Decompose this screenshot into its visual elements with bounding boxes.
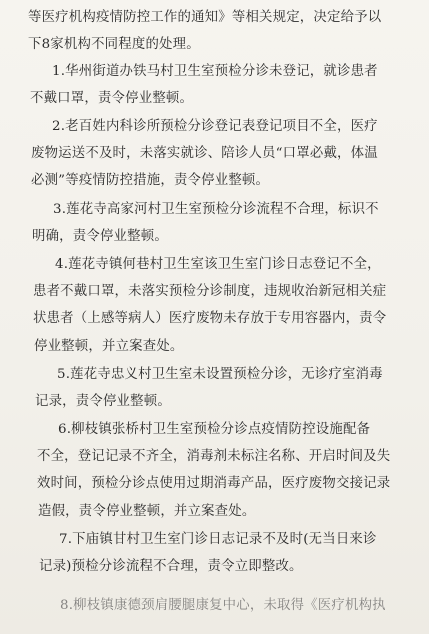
text-line-2: 下8家机构不同程度的处理。 — [28, 37, 200, 52]
text-line-6: 废物运送不及时，未落实就诊、陪诊人员“口罩必戴，体温 — [31, 146, 378, 161]
text-line-13: 停业整顿，并立案查处。 — [34, 339, 184, 354]
text-line-14: 5.莲花寺忠义村卫生室未设置预检分诊，无诊疗室消毒 — [57, 367, 383, 382]
text-line-8: 3.莲花寺高家河村卫生室预检分诊流程不合理，标识不 — [53, 202, 379, 217]
text-line-11: 患者不戴口罩，未落实预检分诊制度，违规收治新冠相关症 — [33, 284, 387, 299]
text-line-1: 等医疗机构疫情防控工作的通知》等相关规定，决定给予以 — [28, 10, 382, 25]
text-line-12: 状患者（上感等病人）医疗废物未存放于专用容器内，责令 — [33, 311, 387, 326]
text-line-7: 必测”等疫情防控措施，责令停业整顿。 — [31, 173, 270, 188]
text-line-18: 效时间，预检分诊点使用过期消毒产品，医疗废物交接记录 — [37, 476, 391, 491]
text-line-17: 不全，登记记录不齐全，消毒剂未标注名称、开启时间及失 — [37, 449, 391, 464]
text-line-16: 6.柳枝镇张桥村卫生室预检分诊点疫情防控设施配备 — [58, 422, 371, 437]
text-line-10: 4.莲花寺镇何巷村卫生室该卫生室门诊日志登记不全， — [55, 257, 381, 272]
text-line-15: 记录，责令停业整顿。 — [35, 394, 171, 409]
text-line-20: 7.下庙镇甘村卫生室门诊日志记录不及时(无当日来诊 — [59, 532, 377, 547]
text-line-4: 不戴口罩，责令停业整顿。 — [30, 91, 194, 106]
text-line-21: 记录)预检分诊流程不合理，责令立即整改。 — [39, 559, 303, 574]
text-line-5: 2.老百姓内科诊所预检分诊登记表登记项目不全，医疗 — [52, 119, 378, 134]
text-line-3: 1.华州街道办铁马村卫生室预检分诊未登记，就诊患者 — [52, 64, 378, 79]
text-line-19: 造假，责令停业整顿，并立案查处。 — [38, 504, 256, 519]
text-line-22: 8.柳枝镇康德颈肩腰腿康复中心，未取得《医疗机构执 — [60, 598, 386, 613]
text-line-9: 明确，责令停业整顿。 — [32, 229, 168, 244]
